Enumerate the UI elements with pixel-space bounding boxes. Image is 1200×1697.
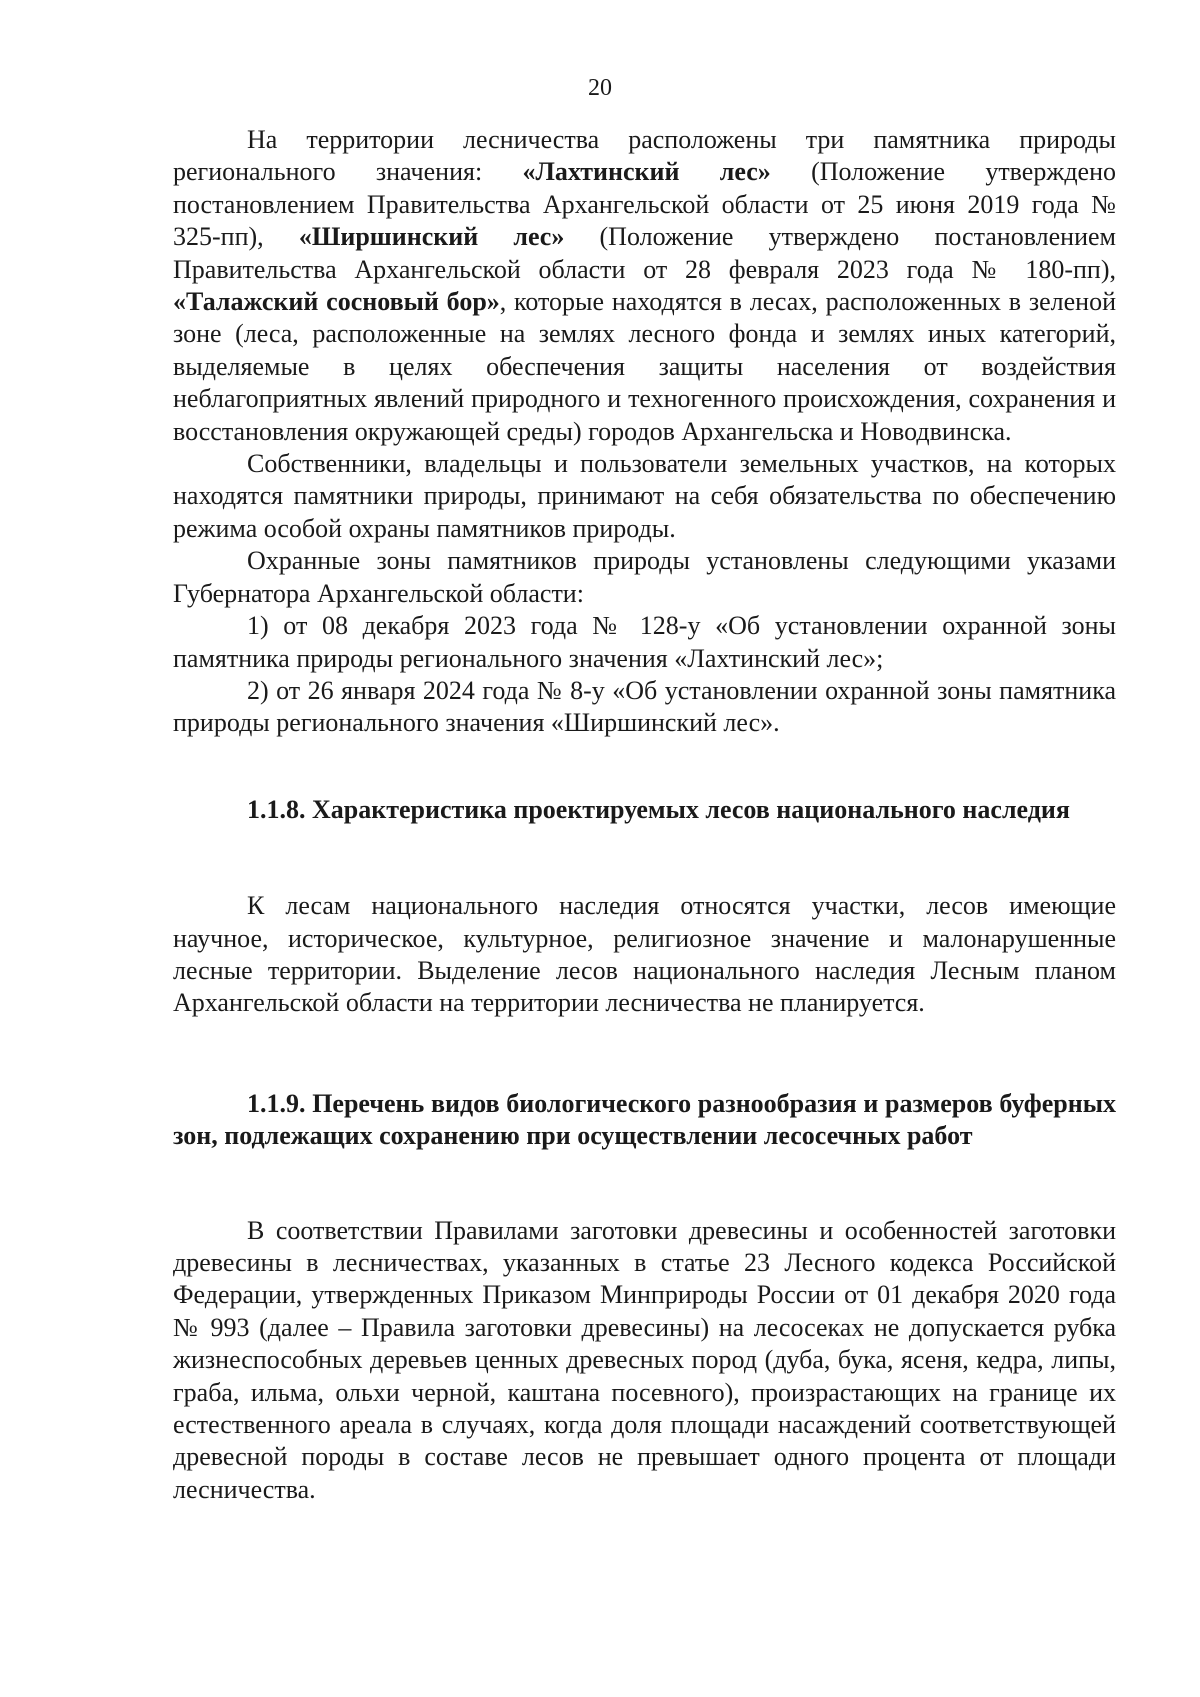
list-item-decree-2: 2) от 26 января 2024 года № 8-у «Об установлении охранной зоны памятника природы регионального значения «Ширшинский лес». bbox=[173, 675, 1116, 738]
page-content bbox=[173, 124, 1116, 1506]
monument-name-talazhsky: «Талажский сосновый бор» bbox=[173, 287, 500, 317]
paragraph-owners: Собственники, владельцы и пользователи земельных участков, на которых находятся памятники природы, принимают на себя обязательства по обеспечению режима особой охраны памятников природы. bbox=[173, 449, 1116, 543]
monument-name-lakhtinsky: «Лахтинский лес» bbox=[522, 157, 771, 187]
monument-name-shirshinsky: «Ширшинский лес» bbox=[298, 222, 565, 252]
paragraph-monuments-text3: , которые находятся в лесах, расположенных в зеленой зоне (леса, расположенные на землях лесного фонда и землях иных категорий, выделяемые в целях обеспечения защиты населения от воздействия неблагоприятных явлений природного и техногенного происхождения, сохранения и восстановления окружающей среды) городов Архангельска и Новодвинска. bbox=[173, 287, 1116, 446]
paragraph-monuments-intro: На территории лесничества расположены три памятника природы регионального значения: bbox=[173, 125, 1116, 187]
paragraph-monuments-text2: (Положение утверждено постановлением Правительства Архангельской области от 28 февраля 2023 года № 180-пп), bbox=[173, 222, 1116, 284]
paragraph-national-heritage: К лесам национального наследия относятся участки, лесов имеющие научное, историческое, культурное, религиозное значение и малонарушенные лесные территории. Выделение лесов национального наследия Лесным планом Архангельской области на территории лесничества не планируется. bbox=[173, 891, 1116, 1018]
section-heading-1-1-8: 1.1.8. Характеристика проектируемых лесов национального наследия bbox=[247, 794, 1070, 824]
page-number: 20 bbox=[588, 75, 612, 101]
paragraph-protection-zones: Охранные зоны памятников природы установлены следующими указами Губернатора Архангельской области: bbox=[173, 546, 1116, 608]
paragraph-logging-rules: В соответствии Правилами заготовки древесины и особенностей заготовки древесины в лесничествах, указанных в статье 23 Лесного кодекса Российской Федерации, утвержденных Приказом Минприроды России от 01 декабря 2020 года № 993 (далее – Правила заготовки древесины) на лесосеках не допускается рубка жизнеспособных деревьев ценных древесных пород (дуба, бука, ясеня, кедра, липы, граба, ильма, ольхи черной, каштана посевного), произрастающих на границе их естественного ареала в случаях, когда доля площади насаждений соответствующей древесной породы в составе лесов не превышает одного процента от площади лесничества. bbox=[173, 1215, 1116, 1504]
paragraph-monuments-text1: (Положение утверждено постановлением Правительства Архангельской области от 25 июня 2019 года № 325-пп), bbox=[173, 157, 1116, 252]
paragraph-monuments bbox=[173, 124, 1116, 448]
section-heading-1-1-9: 1.1.9. Перечень видов биологического разнообразия и размеров буферных зон, подлежащих сохранению при осуществлении лесосечных работ bbox=[173, 1088, 1116, 1151]
list-item-decree-1: 1) от 08 декабря 2023 года № 128-у «Об установлении охранной зоны памятника природы регионального значения «Лахтинский лес»; bbox=[173, 611, 1116, 673]
